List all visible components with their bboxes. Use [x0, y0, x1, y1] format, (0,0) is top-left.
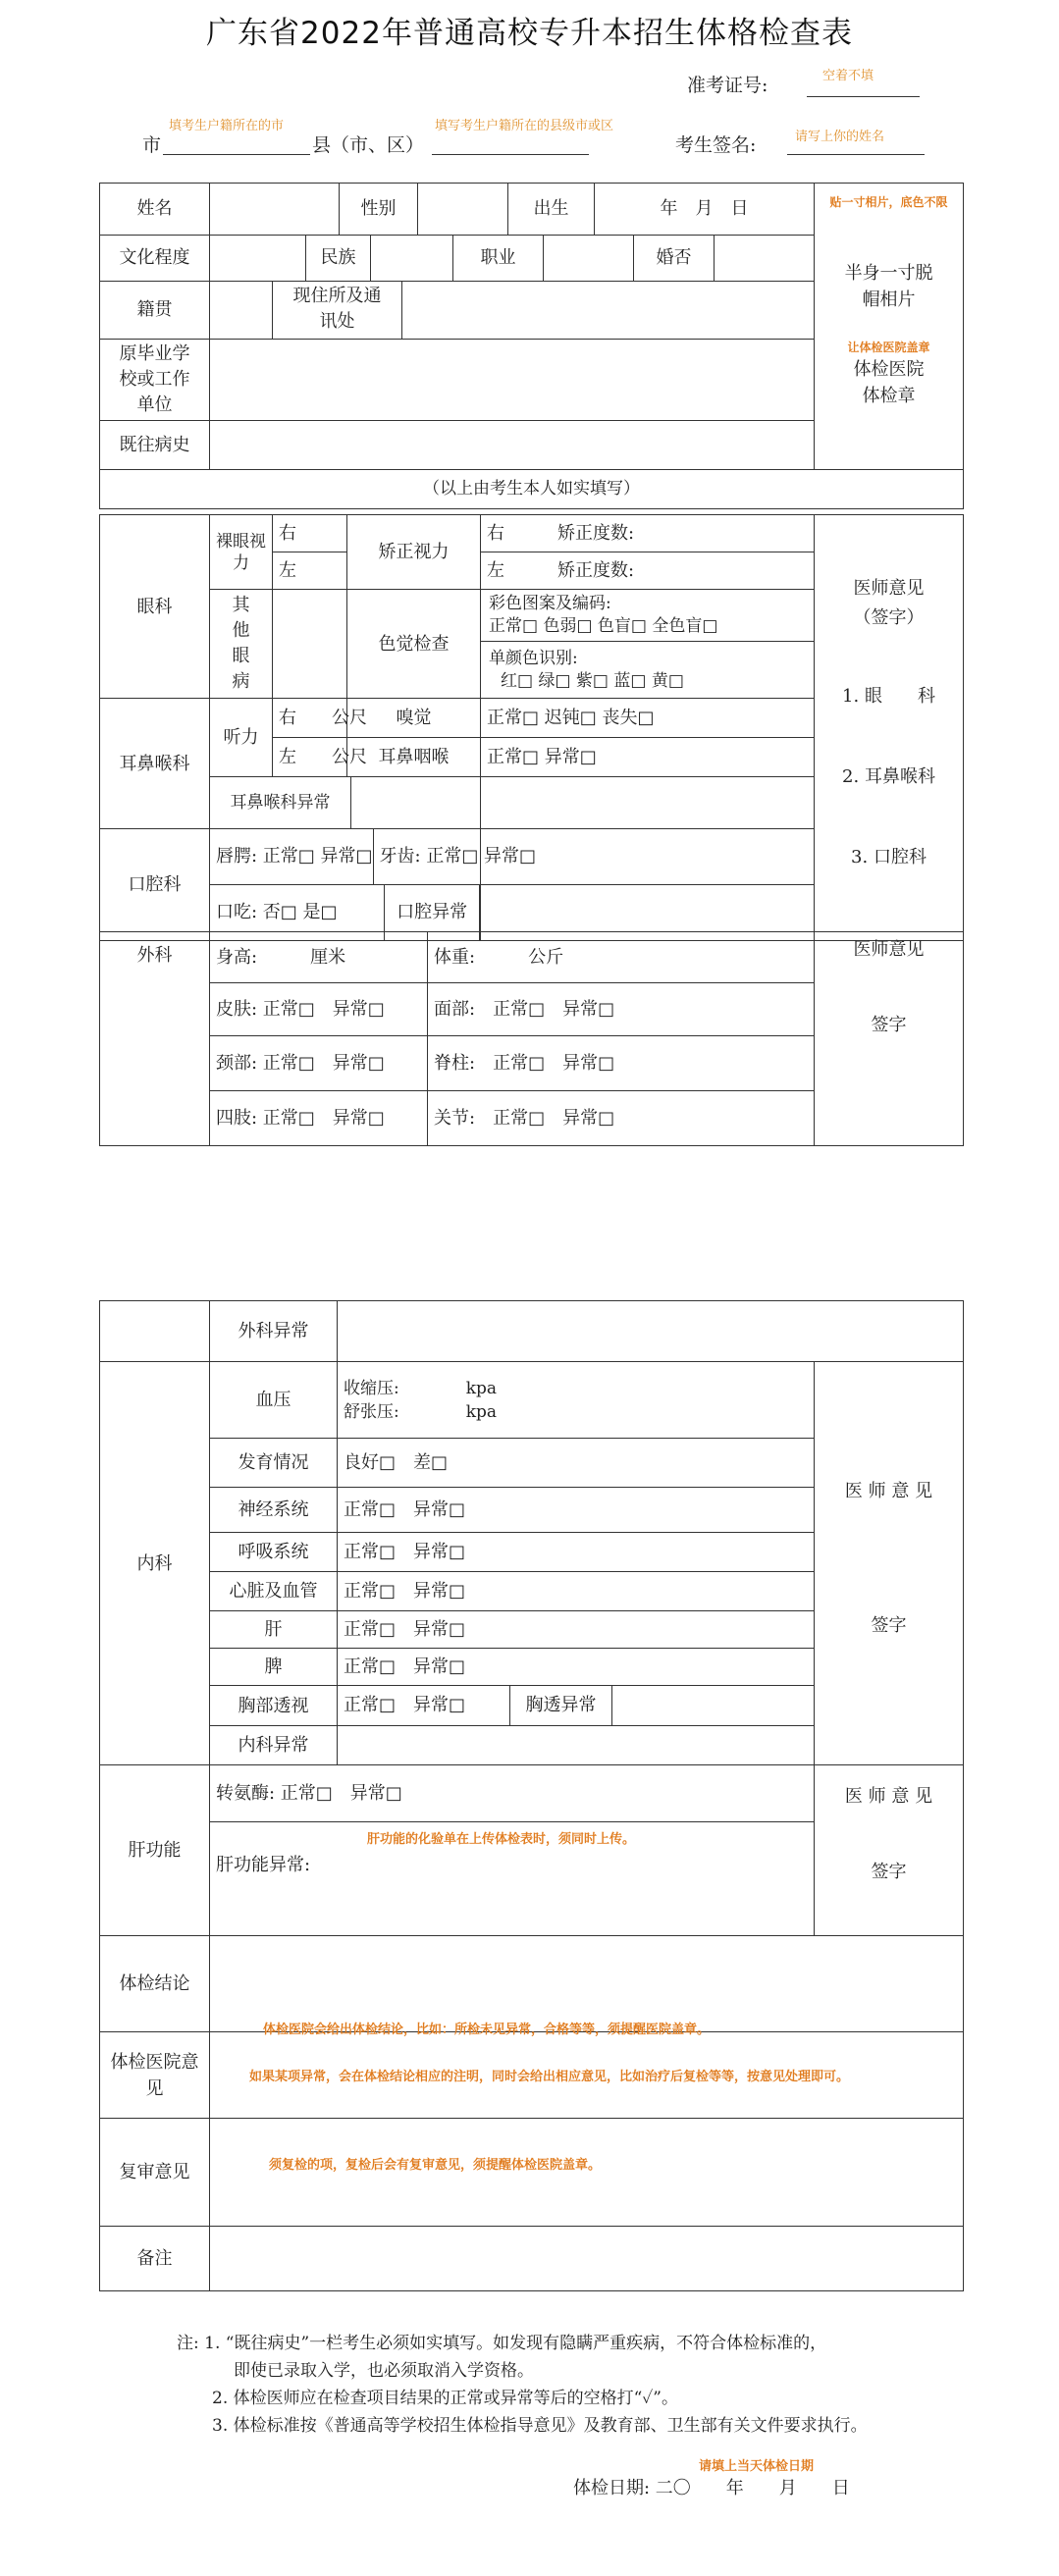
exam-form-part1 [99, 183, 964, 509]
note-1b: 即使已录取入学，也必须取消入学资格。 [234, 2361, 534, 2381]
exam-no-hint: 空着不填 [822, 69, 874, 83]
internal-abnormal-field[interactable] [338, 1726, 815, 1765]
respiratory-label: 呼吸系统 [210, 1533, 338, 1572]
smell-label: 嗅觉 [347, 699, 481, 738]
internal-section-label: 内科 [100, 1362, 210, 1765]
note-3: 3. 体检标准按《普通高等学校招生体检指导意见》及教育部、卫生部有关文件要求执行。 [212, 2416, 868, 2436]
review-field[interactable] [210, 2119, 964, 2227]
liver-options[interactable]: 正常□ 异常□ [338, 1611, 815, 1649]
surgery-abnormal-field[interactable] [338, 1301, 964, 1362]
limbs-options[interactable]: 四肢: 正常□ 异常□ [210, 1091, 428, 1146]
exam-date-field[interactable]: 体检日期: 二〇 年 月 日 [573, 2478, 850, 2498]
right-correction-field[interactable]: 右 矫正度数: [481, 515, 815, 552]
chest-xray-options[interactable]: 正常□ 异常□ [338, 1686, 510, 1725]
surgery-abnormal-label: 外科异常 [210, 1301, 338, 1362]
hospital-opinion-hint: 如果某项异常，会在体检结论相应的注明，同时会给出相应意见，比如治疗后复检等等，按意见处理即可。 [249, 2070, 850, 2084]
signature-line[interactable] [787, 154, 925, 155]
address-field[interactable] [402, 282, 814, 339]
gender-field[interactable] [418, 184, 508, 235]
stamp-hint: 让体检医院盖章 [847, 341, 930, 354]
spleen-label: 脾 [210, 1649, 338, 1686]
height-field[interactable]: 身高: 厘米 [210, 932, 428, 983]
city-hint: 填考生户籍所在的市 [169, 119, 285, 133]
birth-label: 出生 [508, 184, 595, 235]
native-label: 籍贯 [100, 282, 210, 339]
weight-field[interactable]: 体重: 公斤 [428, 932, 815, 983]
review-label: 复审意见 [100, 2119, 210, 2227]
liver-sign-field[interactable]: 签字 [871, 1862, 907, 1882]
history-field[interactable] [210, 421, 815, 470]
ethnicity-label: 民族 [306, 236, 371, 281]
birth-date-field[interactable]: 年 月 日 [660, 198, 749, 219]
county-hint: 填写考生户籍所在的县级市或区 [435, 119, 614, 133]
ent-abnormal-field-ext[interactable] [481, 777, 815, 829]
liver-opinion-label: 医 师 意 见 [844, 1786, 933, 1807]
doctor-opinion-label: 医师意见（签字） [853, 578, 925, 628]
liver-function-label: 肝功能 [100, 1765, 210, 1936]
exam-form-surgery [99, 931, 964, 1146]
photo-placeholder[interactable]: 半身一寸脱帽相片 [844, 263, 933, 310]
city-label: 市 [142, 134, 162, 156]
exam-form-part2 [99, 1300, 964, 2291]
spleen-options[interactable]: 正常□ 异常□ [338, 1649, 815, 1686]
conclusion-field[interactable] [210, 1936, 964, 2037]
systolic-field[interactable]: 收缩压: kpa [344, 1378, 498, 1398]
liver-label: 肝 [210, 1611, 338, 1649]
hospital-opinion-label: 体检医院意见 [100, 2032, 210, 2119]
liver-abnormal-label: 肝功能异常: [216, 1855, 311, 1875]
marriage-label: 婚否 [634, 236, 715, 281]
surgery-opinion-label: 医师意见 [853, 939, 925, 960]
surgery-section-label: 外科 [100, 932, 210, 1146]
opinion-ent[interactable]: 2. 耳鼻喉科 [842, 766, 935, 787]
left-correction-field[interactable]: 左 矫正度数: [481, 552, 815, 590]
respiratory-options[interactable]: 正常□ 异常□ [338, 1533, 815, 1572]
remarks-label: 备注 [100, 2227, 210, 2291]
neck-options[interactable]: 颈部: 正常□ 异常□ [210, 1036, 428, 1091]
review-hint: 须复检的项，复检后会有复审意见，须提醒体检医院盖章。 [269, 2158, 602, 2173]
note-1: 注: 1. “既往病史”一栏考生必须如实填写。如发现有隐瞒严重疾病，不符合体检标准的， [177, 2334, 827, 2353]
address-label: 现住所及通讯处 [273, 282, 402, 339]
chest-abnormal-label: 胸透异常 [510, 1686, 612, 1725]
education-label: 文化程度 [100, 236, 210, 281]
naked-vision-label: 裸眼视力 [210, 515, 273, 590]
occupation-field[interactable] [544, 236, 634, 281]
opinion-eye[interactable]: 1. 眼 科 [842, 686, 935, 707]
surgery-sign-field[interactable]: 签字 [871, 1015, 907, 1035]
oral-abnormal-label: 口腔异常 [385, 885, 480, 940]
opinion-oral[interactable]: 3. 口腔科 [851, 847, 927, 867]
corrected-vision-label: 矫正视力 [347, 515, 481, 590]
liver-upload-hint: 肝功能的化验单在上传体检表时，须同时上传。 [367, 1832, 636, 1847]
throat-options[interactable]: 正常□ 异常□ [481, 738, 815, 777]
note-2: 2. 体检医师应在检查项目结果的正常或异常等后的空格打“✓”。 [212, 2389, 678, 2408]
heart-label: 心脏及血管 [210, 1572, 338, 1611]
occupation-label: 职业 [453, 236, 544, 281]
page-title: 广东省2022年普通高校专升本招生体格检查表 [206, 16, 853, 51]
smell-options[interactable]: 正常□ 迟钝□ 丧失□ [481, 699, 815, 738]
conclusion-label: 体检结论 [100, 1936, 210, 2032]
nervous-options[interactable]: 正常□ 异常□ [338, 1488, 815, 1533]
exam-form-medical [99, 514, 964, 941]
eye-section-label: 眼科 [100, 515, 210, 699]
throat-label: 耳鼻咽喉 [347, 738, 481, 777]
ent-abnormal-field[interactable] [351, 777, 480, 828]
ethnicity-field[interactable] [371, 236, 453, 281]
spine-options[interactable]: 脊柱: 正常□ 异常□ [428, 1036, 815, 1091]
oral-section-label: 口腔科 [100, 829, 210, 941]
conclusion-hint: 体检医院会给出体检结论，比如：所检未见异常，合格等等，须提醒医院盖章。 [263, 2022, 711, 2037]
name-label: 姓名 [100, 184, 210, 235]
development-options[interactable]: 良好□ 差□ [338, 1439, 815, 1488]
alt-options[interactable]: 转氨酶: 正常□ 异常□ [210, 1765, 815, 1822]
color-pattern-options[interactable]: 正常□ 色弱□ 色盲□ 全色盲□ [489, 616, 718, 636]
heart-options[interactable]: 正常□ 异常□ [338, 1572, 815, 1611]
diastolic-field[interactable]: 舒张压: kpa [344, 1401, 498, 1422]
blank-cell [100, 1301, 210, 1362]
joints-options[interactable]: 关节: 正常□ 异常□ [428, 1091, 815, 1146]
internal-abnormal-label: 内科异常 [210, 1726, 338, 1765]
stutter-options[interactable]: 口吃: 否□ 是□ [210, 885, 385, 940]
signature-label: 考生签名: [675, 134, 757, 156]
internal-sign-field[interactable]: 签字 [871, 1615, 907, 1636]
hospital-stamp: 体检医院体检章 [853, 359, 925, 406]
other-eye-field[interactable] [273, 590, 347, 699]
exam-no-line[interactable] [807, 96, 920, 97]
lips-options[interactable]: 唇腭: 正常□ 异常□ [210, 829, 374, 884]
bp-label: 血压 [210, 1362, 338, 1439]
naked-right: 右 [273, 515, 347, 552]
internal-opinion-label: 医 师 意 见 [844, 1481, 933, 1501]
photo-hint: 贴一寸相片，底色不限 [829, 195, 948, 209]
ent-abnormal-label: 耳鼻喉科异常 [210, 777, 351, 828]
county-line[interactable] [432, 154, 589, 155]
history-label: 既往病史 [100, 421, 210, 470]
development-label: 发育情况 [210, 1439, 338, 1488]
signature-hint: 请写上你的姓名 [795, 130, 885, 144]
chest-xray-label: 胸部透视 [210, 1686, 338, 1726]
hearing-right[interactable]: 右 公尺 [273, 699, 347, 738]
hearing-label: 听力 [210, 699, 273, 777]
naked-left: 左 [273, 552, 347, 590]
marriage-field[interactable] [715, 236, 814, 281]
skin-options[interactable]: 皮肤: 正常□ 异常□ [210, 983, 428, 1036]
ent-section-label: 耳鼻喉科 [100, 699, 210, 829]
county-label: 县（市、区） [312, 134, 425, 156]
city-line[interactable] [163, 154, 310, 155]
self-fill-note: （以上由考生本人如实填写） [100, 470, 964, 509]
nervous-label: 神经系统 [210, 1488, 338, 1533]
native-field[interactable] [210, 282, 273, 339]
single-color-options[interactable]: 红□ 绿□ 紫□ 蓝□ 黄□ [501, 670, 684, 691]
school-field[interactable] [210, 340, 815, 421]
date-hint: 请填上当天体检日期 [699, 2459, 815, 2474]
school-label: 原毕业学校或工作单位 [100, 340, 210, 421]
single-color-label: 单颜色识别: [489, 648, 578, 668]
hearing-left[interactable]: 左 公尺 [273, 738, 347, 777]
other-eye-label: 其他眼病 [210, 590, 273, 699]
education-field[interactable] [210, 236, 306, 281]
hospital-opinion-field[interactable] [210, 2032, 964, 2119]
color-vision-label: 色觉检查 [347, 590, 481, 699]
remarks-field[interactable] [210, 2227, 964, 2291]
name-field[interactable] [210, 184, 340, 235]
chest-abnormal-field[interactable] [612, 1686, 814, 1725]
exam-no-label: 准考证号: [687, 75, 768, 96]
teeth-options[interactable]: 牙齿: 正常□ 异常□ [379, 846, 537, 867]
face-options[interactable]: 面部: 正常□ 异常□ [428, 983, 815, 1036]
color-pattern-label: 彩色图案及编码: [489, 594, 611, 613]
gender-label: 性别 [340, 184, 418, 235]
